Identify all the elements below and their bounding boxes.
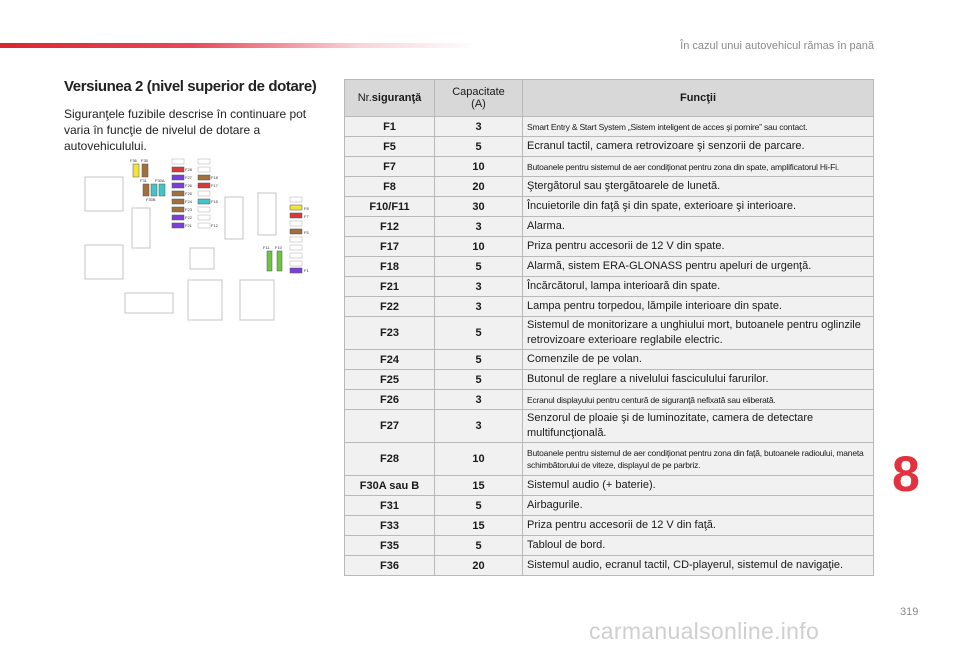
- fuse-label: F17: [211, 183, 218, 188]
- fuse-slot-f18: [198, 175, 210, 180]
- fuse-slot-f10: [277, 251, 282, 271]
- fuse-table: [344, 79, 874, 576]
- fuse-capacity: 30: [435, 197, 523, 217]
- table-row: [345, 217, 874, 237]
- fuse-slot: [290, 237, 302, 242]
- fuse-capacity: 10: [435, 443, 523, 476]
- table-row: [345, 137, 874, 157]
- header-accent-bar: [0, 43, 480, 48]
- fuse-slot-f31: [151, 184, 157, 196]
- fuse-number: F7: [345, 157, 435, 177]
- table-row: [345, 117, 874, 137]
- fuse-label: F26: [185, 183, 192, 188]
- fuse-slot-f25: [172, 191, 184, 196]
- fuse-capacity: 3: [435, 410, 523, 443]
- fuse-label: F11: [263, 245, 270, 250]
- fuse-function: Lampa pentru torpedou, lămpile interioare din spate.: [523, 297, 874, 317]
- fuse-slot-f8: [290, 205, 302, 210]
- fuse-capacity: 5: [435, 137, 523, 157]
- header-fuse-number: Nr.siguranţă: [345, 80, 435, 117]
- fuse-number: F36: [345, 556, 435, 576]
- fuse-function: Smart Entry & Start System „Sistem inteligent de acces şi pornire” sau contact.: [523, 117, 874, 137]
- fuse-slot: [198, 215, 210, 220]
- fuse-number: F24: [345, 350, 435, 370]
- fuse-capacity: 3: [435, 297, 523, 317]
- fuse-capacity: 5: [435, 536, 523, 556]
- chapter-number: 8: [892, 446, 920, 502]
- table-row: [345, 317, 874, 350]
- table-row: [345, 476, 874, 496]
- fuse-function: Butoanele pentru sistemul de aer condiţionat pentru zona din spate, amplificatorul Hi-Fi.: [523, 157, 874, 177]
- fuse-label: F22: [185, 215, 192, 220]
- fuse-function: Butonul de reglare a nivelului fasciculului farurilor.: [523, 370, 874, 390]
- table-row: [345, 277, 874, 297]
- relay-block: [240, 280, 274, 320]
- fuse-label: F1: [304, 268, 309, 273]
- fuse-number: F23: [345, 317, 435, 350]
- table-row: [345, 297, 874, 317]
- fuse-number: F25: [345, 370, 435, 390]
- fuse-label: F23: [185, 207, 192, 212]
- fuse-slot-f35: [142, 164, 148, 177]
- fuse-slot: [290, 253, 302, 258]
- fuse-slot-f5: [290, 229, 302, 234]
- fuse-slot: [198, 207, 210, 212]
- fuse-number: F10/F11: [345, 197, 435, 217]
- fuse-slot-f24: [172, 199, 184, 204]
- table-row: [345, 350, 874, 370]
- table-row: [345, 370, 874, 390]
- page-number: 319: [900, 606, 919, 618]
- fuse-number: F22: [345, 297, 435, 317]
- fuse-function: Senzorul de ploaie şi de luminozitate, camera de detectare multifuncţională.: [523, 410, 874, 443]
- fuse-slot: [198, 191, 210, 196]
- fuse-slot-f26: [172, 183, 184, 188]
- fuse-function: Comenzile de pe volan.: [523, 350, 874, 370]
- fuse-capacity: 15: [435, 476, 523, 496]
- fuse-slot: [172, 159, 184, 164]
- table-row: [345, 443, 874, 476]
- fuse-number: F35: [345, 536, 435, 556]
- fuse-capacity: 20: [435, 177, 523, 197]
- fuse-function: Sistemul audio (+ baterie).: [523, 476, 874, 496]
- table-row: [345, 237, 874, 257]
- table-header-row: [345, 80, 874, 117]
- table-row: [345, 410, 874, 443]
- fuse-slot-f36: [133, 164, 139, 177]
- fuse-function: Încărcătorul, lampa interioară din spate.: [523, 277, 874, 297]
- fuse-function: Tabloul de bord.: [523, 536, 874, 556]
- fuse-slot-f1: [290, 268, 302, 273]
- fuse-slot: [290, 261, 302, 266]
- table-row: [345, 496, 874, 516]
- fuse-capacity: 5: [435, 350, 523, 370]
- fuse-label: F15: [211, 199, 218, 204]
- fuse-number: F12: [345, 217, 435, 237]
- fuse-number: F17: [345, 237, 435, 257]
- fuse-number: F30A sau B: [345, 476, 435, 496]
- fuse-slot: [198, 159, 210, 164]
- relay-block: [225, 197, 243, 239]
- fuse-number: F5: [345, 137, 435, 157]
- fuse-label: F31: [140, 178, 147, 183]
- fuse-number: F31: [345, 496, 435, 516]
- fuse-function: Ecranul displayului pentru centură de siguranţă nefixată sau eliberată.: [523, 390, 874, 410]
- relay-block: [132, 208, 150, 248]
- chapter-title: În cazul unui autovehicul rămas în pană: [680, 40, 874, 52]
- fuse-function: Butoanele pentru sistemul de aer condiţionat pentru zona din faţă, butoanele radioului, maneta schimbătorului de viteze, displayul de pe parbriz.: [523, 443, 874, 476]
- fuse-function: Ecranul tactil, camera retrovizoare şi senzorii de parcare.: [523, 137, 874, 157]
- fuse-number: F8: [345, 177, 435, 197]
- fuse-label: F12: [211, 223, 218, 228]
- fuse-label: F27: [185, 175, 192, 180]
- fuse-capacity: 3: [435, 117, 523, 137]
- fuse-function: Alarma.: [523, 217, 874, 237]
- relay-block: [190, 248, 214, 269]
- fuse-function: Airbagurile.: [523, 496, 874, 516]
- fuse-label: F10: [275, 245, 282, 250]
- fuse-slot-f30b: [159, 184, 165, 196]
- table-row: [345, 257, 874, 277]
- fuse-function: Încuietorile din faţă şi din spate, exterioare şi interioare.: [523, 197, 874, 217]
- fuse-slot-f7: [290, 213, 302, 218]
- fuse-slot: [290, 221, 302, 226]
- fuse-box-diagram: [80, 155, 320, 325]
- table-row: [345, 556, 874, 576]
- fuse-slot-f23: [172, 207, 184, 212]
- fuse-slot: [290, 245, 302, 250]
- fuse-label: F8: [304, 206, 309, 211]
- fuse-number: F33: [345, 516, 435, 536]
- fuse-label: F28: [185, 167, 192, 172]
- fuse-capacity: 20: [435, 556, 523, 576]
- fuse-capacity: 5: [435, 317, 523, 350]
- fuse-capacity: 10: [435, 237, 523, 257]
- fuse-label: F35: [141, 158, 148, 163]
- fuse-number: F21: [345, 277, 435, 297]
- fuse-label: F24: [185, 199, 192, 204]
- table-row: [345, 197, 874, 217]
- relay-block: [188, 280, 222, 320]
- fuse-number: F18: [345, 257, 435, 277]
- fuse-capacity: 5: [435, 370, 523, 390]
- intro-text: Siguranţele fuzibile descrise în continuare pot varia în funcţie de nivelul de dotare a autovehiculului.: [64, 107, 307, 153]
- fuse-slot-f27: [172, 175, 184, 180]
- fuse-function: Alarmă, sistem ERA-GLONASS pentru apeluri de urgenţă.: [523, 257, 874, 277]
- fuse-function: Sistemul de monitorizare a unghiului mort, butoanele pentru oglinzile retrovizoare exterioare reglabile electric.: [523, 317, 874, 350]
- fuse-label: F5: [304, 230, 309, 235]
- relay-block: [258, 193, 276, 235]
- fuse-slot-f15: [198, 199, 210, 204]
- fuse-function: Ştergătorul sau ştergătoarele de lunetă.: [523, 177, 874, 197]
- fuse-label: F18: [211, 175, 218, 180]
- fuse-number: F28: [345, 443, 435, 476]
- fuse-function: Priza pentru accesorii de 12 V din faţă.: [523, 516, 874, 536]
- fuse-slot-f11: [267, 251, 272, 271]
- header-capacity: Capacitate (A): [435, 80, 523, 117]
- fuse-capacity: 3: [435, 217, 523, 237]
- relay-block: [125, 293, 173, 313]
- fuse-label: F30A: [155, 178, 165, 183]
- fuse-number: F27: [345, 410, 435, 443]
- fuse-capacity: 5: [435, 496, 523, 516]
- fuse-slot-f12: [198, 223, 210, 228]
- fuse-capacity: 5: [435, 257, 523, 277]
- fuse-function: Priza pentru accesorii de 12 V din spate.: [523, 237, 874, 257]
- fuse-label: F36: [130, 158, 137, 163]
- fuse-slot: [198, 167, 210, 172]
- fuse-capacity: 15: [435, 516, 523, 536]
- fuse-capacity: 10: [435, 157, 523, 177]
- fuse-label: F21: [185, 223, 192, 228]
- fuse-slot-f21: [172, 223, 184, 228]
- fuse-slot: [290, 197, 302, 202]
- fuse-capacity: 3: [435, 390, 523, 410]
- table-row: [345, 516, 874, 536]
- watermark: carmanualsonline.info: [589, 618, 820, 644]
- section-heading: Versiunea 2 (nivel superior de dotare): [64, 78, 317, 95]
- table-row: [345, 177, 874, 197]
- table-row: [345, 390, 874, 410]
- table-row: [345, 157, 874, 177]
- fuse-slot-f22: [172, 215, 184, 220]
- relay-block: [85, 245, 123, 279]
- fuse-function: Sistemul audio, ecranul tactil, CD-playerul, sistemul de navigaţie.: [523, 556, 874, 576]
- fuse-capacity: 3: [435, 277, 523, 297]
- fuse-label: F7: [304, 214, 309, 219]
- fuse-slot-f30a: [143, 184, 149, 196]
- fuse-number: F26: [345, 390, 435, 410]
- relay-block: [85, 177, 123, 211]
- fuse-slot-f28: [172, 167, 184, 172]
- header-functions: Funcţii: [523, 80, 874, 117]
- fuse-number: F1: [345, 117, 435, 137]
- table-row: [345, 536, 874, 556]
- fuse-label: F25: [185, 191, 192, 196]
- fuse-label: F30B: [146, 197, 156, 202]
- fuse-slot-f17: [198, 183, 210, 188]
